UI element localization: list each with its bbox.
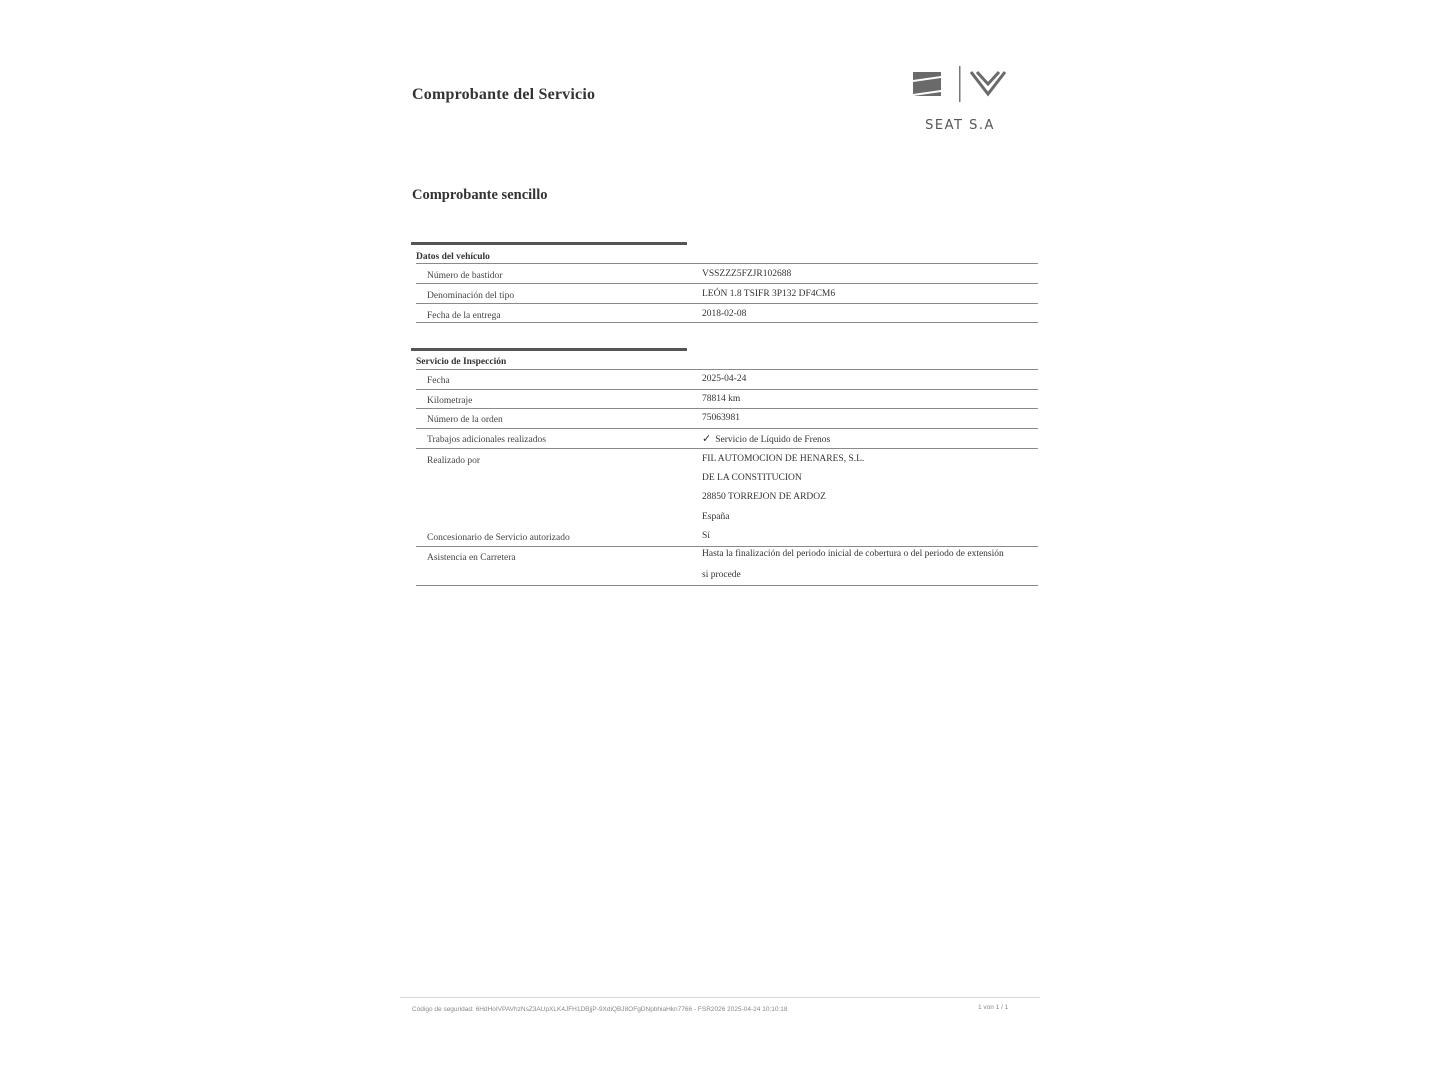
seat-logo-icon (905, 62, 1015, 112)
additional-work-label: Trabajos adicionales realizados (427, 435, 546, 445)
performed-by-line: DE LA CONSTITUCION (702, 473, 802, 483)
row-separator (416, 303, 1038, 304)
row-separator (416, 585, 1038, 586)
section-divider (411, 242, 687, 245)
date-value: 2025-04-24 (702, 374, 747, 384)
type-value: LEÓN 1.8 TSIFR 3P132 DF4CM6 (702, 289, 836, 299)
checkmark-icon: ✓ (702, 432, 712, 445)
assistance-label: Asistencia en Carretera (427, 553, 516, 563)
row-separator (416, 448, 1038, 449)
vin-value: VSSZZZ5FZJR102688 (702, 269, 792, 279)
row-separator (416, 546, 1038, 547)
row-separator (416, 408, 1038, 409)
section-divider (411, 348, 687, 351)
additional-work-value (702, 432, 830, 445)
mileage-label: Kilometraje (427, 396, 473, 406)
vehicle-section-title: Datos del vehículo (416, 252, 490, 262)
mileage-value: 78814 km (702, 394, 741, 404)
delivery-date-label: Fecha de la entrega (427, 311, 501, 321)
order-number-label: Número de la orden (427, 415, 503, 425)
document-subtitle: Comprobante sencillo (412, 187, 548, 203)
delivery-date-value: 2018-02-08 (702, 309, 747, 319)
inspection-section-title: Servicio de Inspección (416, 357, 507, 367)
row-separator (416, 369, 1038, 370)
row-separator (416, 389, 1038, 390)
additional-work-text: Servicio de Líquido de Frenos (715, 435, 831, 445)
performed-by-line: FIL AUTOMOCION DE HENARES, S.L. (702, 454, 865, 464)
security-code: Código de seguridad: 6HdHoIVPAVhzNsZ3AUpXLK4JFH1DBjjP-9XdiQBJ8OFgDNpbhiaHkn7766 - FSR2026 2025-04-24 10:10:18 (412, 1006, 788, 1013)
seat-cupra-logo (905, 62, 1015, 142)
performed-by-label: Realizado por (427, 456, 481, 466)
assistance-line: Hasta la finalización del periodo inicial de cobertura o del periodo de extensión (702, 549, 1004, 559)
dealer-label: Concesionario de Servicio autorizado (427, 533, 570, 543)
type-label: Denominación del tipo (427, 291, 515, 301)
date-label: Fecha (427, 376, 450, 386)
vin-label: Número de bastidor (427, 271, 503, 281)
row-separator (416, 283, 1038, 284)
row-separator (416, 322, 1038, 323)
footer-divider (400, 997, 1040, 998)
brand-name: SEAT S.A (925, 118, 995, 133)
performed-by-line: España (702, 512, 730, 522)
page-number: 1 von 1 / 1 (978, 1004, 1009, 1011)
row-separator (416, 263, 1038, 264)
order-number-value: 75063981 (702, 413, 740, 423)
performed-by-line: 28850 TORREJON DE ARDOZ (702, 492, 826, 502)
row-separator (416, 428, 1038, 429)
document-title: Comprobante del Servicio (412, 86, 596, 103)
dealer-value: Sí (702, 531, 710, 541)
assistance-line: si procede (702, 570, 741, 580)
